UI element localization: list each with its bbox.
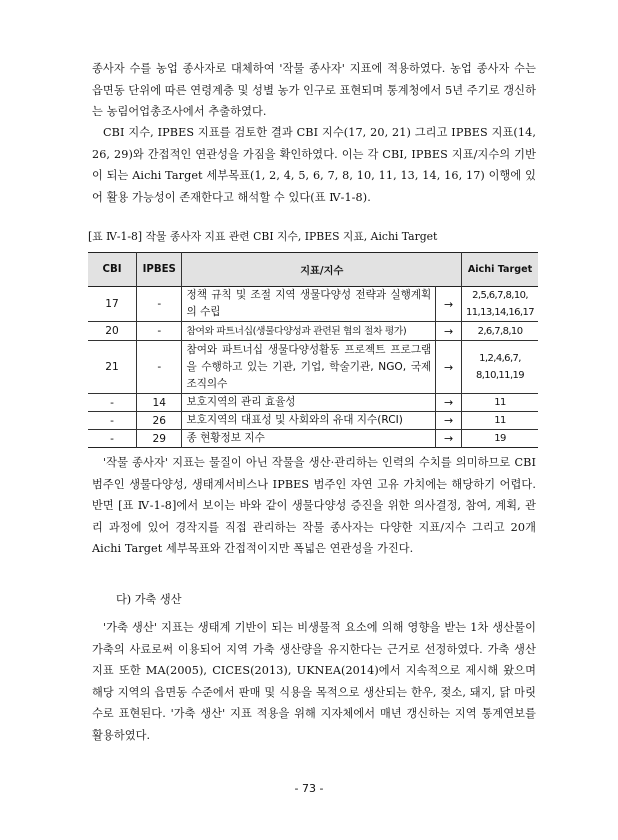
cell-target: 2,5,6,7,8,10, 11,13,14,16,17 bbox=[462, 287, 538, 322]
cell-indicator: 참여와 파트너십(생물다양성과 관련된 협의 절차 평가) bbox=[182, 322, 436, 341]
paragraph-crop-workers-data: 종사자 수를 농업 종사자로 대체하여 '작물 종사자' 지표에 적용하였다. 농업 종사자 수는 읍면동 단위에 따른 연령계층 및 성별 농가 인구로 표현되며 통계청에서 5년 주기로 갱신하는 농림어업총조사에서 추출하였다. bbox=[92, 62, 536, 119]
cell-ipbes: - bbox=[137, 322, 182, 341]
table-caption: [표 Ⅳ-1-8] 작물 종사자 지표 관련 CBI 지수, IPBES 지표, Aichi Target bbox=[88, 230, 438, 243]
cell-cbi: - bbox=[88, 430, 137, 448]
cell-indicator: 참여와 파트너십 생물다양성활동 프로젝트 프로그램을 수행하고 있는 기관, 기업, 학술기관, NGO, 국제조직의수 bbox=[182, 341, 436, 394]
paragraph-livestock-production: '가축 생산' 지표는 생태계 기반이 되는 비생물적 요소에 의해 영향을 받는 1차 생산물이 가축의 사료로써 이용되어 지역 가축 생산량을 유지한다는 근거로 선정하였다. 가축 생산 지표 또한 MA(2005), CICES(2013), UKNEA(2014)에서 지속적으로 제시해 왔으며 해당 지역의 읍면동 수준에서 판매 및 식용을 목적으로 생산되는 한우, 젖소, 돼지, 닭 마릿수로 표현된다. '가축 생산' 지표 적용을 위해 지자체에서 매년 갱신하는 지역 통계연보를 활용하였다. bbox=[92, 621, 536, 742]
paragraph-cbi-ipbes-review: CBI 지수, IPBES 지표를 검토한 결과 CBI 지수(17, 20, 21) 그리고 IPBES 지표(14, 26, 29)와 간접적인 연관성을 가짐을 확인하였다. 이는 각 CBI, IPBES 지표/지수의 기반이 되는 Aichi Target 세부목표(1, 2, 4, 5, 6, 7, 8, 10, 11, 13, 14, 16, 17) 이행에 있어 활용 가능성이 존재한다고 해석할 수 있다(표 Ⅳ-1-8). bbox=[92, 126, 536, 204]
table-row bbox=[88, 322, 538, 341]
paragraph-crop-workers-relevance: '작물 종사자' 지표는 물질이 아닌 작물을 생산·관리하는 인력의 수치를 의미하므로 CBI 범주인 생물다양성, 생태계서비스나 IPBES 범주인 자연 고유 가치에는 해당하기 어렵다. 반면 [표 Ⅳ-1-8]에서 보이는 바와 같이 생물다양성 증진을 위한 의사결정, 참여, 계획, 관리 과정에 있어 경작지를 직접 관리하는 작물 종사자는 다양한 지표/지수 그리고 20개 Aichi Target 세부목표와 간접적이지만 폭넓은 연관성을 가진다. bbox=[92, 456, 536, 556]
cell-target: 2,6,7,8,10 bbox=[462, 322, 538, 341]
cell-ipbes: 29 bbox=[137, 430, 182, 448]
cell-target: 11 bbox=[462, 412, 538, 430]
header-cbi: CBI bbox=[88, 253, 137, 287]
table-row bbox=[88, 287, 538, 322]
cell-cbi: - bbox=[88, 394, 137, 412]
arrow-icon: → bbox=[436, 322, 462, 341]
arrow-icon: → bbox=[436, 341, 462, 394]
cell-target: 11 bbox=[462, 394, 538, 412]
table-row bbox=[88, 394, 538, 412]
section-heading: 다) 가축 생산 bbox=[116, 593, 182, 606]
table-row bbox=[88, 341, 538, 394]
cell-ipbes: - bbox=[137, 341, 182, 394]
arrow-icon: → bbox=[436, 394, 462, 412]
cell-ipbes: - bbox=[137, 287, 182, 322]
arrow-icon: → bbox=[436, 287, 462, 322]
table-row bbox=[88, 412, 538, 430]
arrow-icon: → bbox=[436, 430, 462, 448]
arrow-icon: → bbox=[436, 412, 462, 430]
cell-indicator: 보호지역의 관리 효율성 bbox=[182, 394, 436, 412]
cell-ipbes: 26 bbox=[137, 412, 182, 430]
table-row bbox=[88, 430, 538, 448]
cell-indicator: 보호지역의 대표성 및 사회와의 유대 지수(RCI) bbox=[182, 412, 436, 430]
cell-cbi: - bbox=[88, 412, 137, 430]
cell-indicator: 정책 규칙 및 조절 지역 생물다양성 전략과 실행계획의 수립 bbox=[182, 287, 436, 322]
cell-cbi: 17 bbox=[88, 287, 137, 322]
page-number: - 73 - bbox=[294, 782, 324, 795]
cell-cbi: 20 bbox=[88, 322, 137, 341]
cell-cbi: 21 bbox=[88, 341, 137, 394]
cell-indicator: 종 현황정보 지수 bbox=[182, 430, 436, 448]
header-ipbes: IPBES bbox=[137, 253, 182, 287]
cell-target: 19 bbox=[462, 430, 538, 448]
table-header-row bbox=[88, 253, 538, 287]
header-indicator: 지표/지수 bbox=[182, 253, 462, 287]
cell-target: 1,2,4,6,7, 8,10,11,19 bbox=[462, 341, 538, 394]
indicator-table bbox=[88, 252, 538, 448]
header-aichi-target: Aichi Target bbox=[462, 253, 538, 287]
cell-ipbes: 14 bbox=[137, 394, 182, 412]
